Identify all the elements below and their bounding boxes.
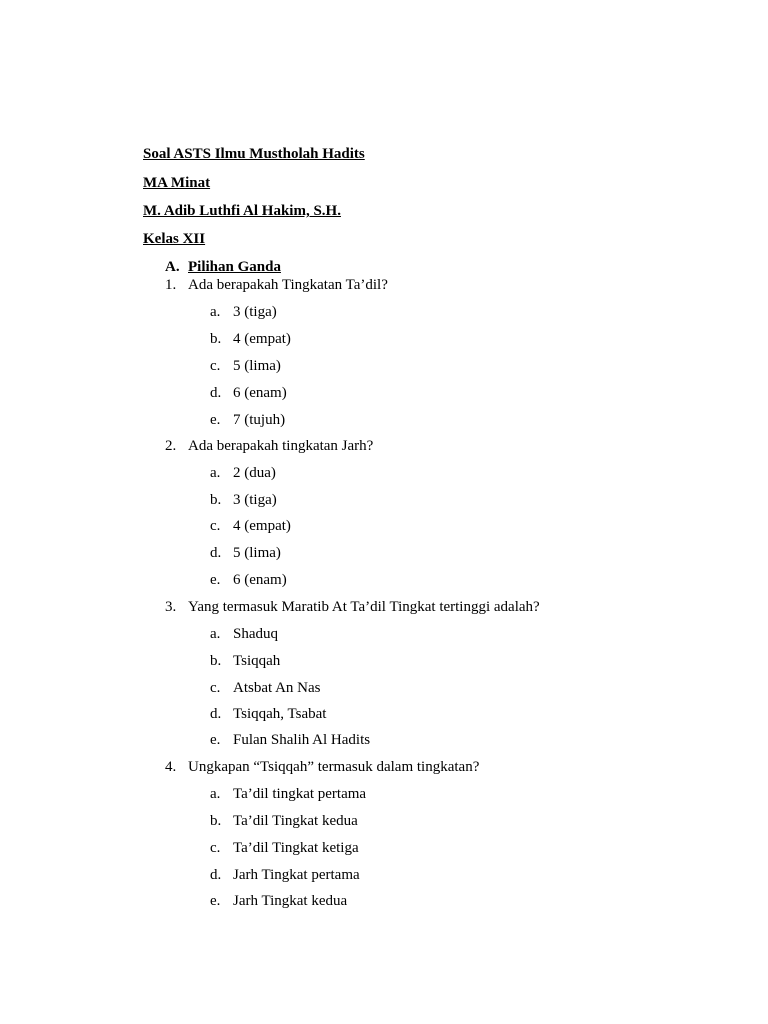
section-marker: A.	[165, 259, 180, 275]
teacher-name: M. Adib Luthfi Al Hakim, S.H.	[143, 203, 341, 219]
option-letter: e.	[210, 572, 221, 588]
option-text: 3 (tiga)	[233, 492, 277, 508]
option-text: Ta’dil Tingkat ketiga	[233, 840, 359, 856]
option-letter: b.	[210, 813, 222, 829]
option-text: 6 (enam)	[233, 385, 287, 401]
option-letter: a.	[210, 626, 221, 642]
option-letter: b.	[210, 492, 222, 508]
option-letter: a.	[210, 304, 221, 320]
option-letter: e.	[210, 412, 221, 428]
option-letter: a.	[210, 465, 221, 481]
option-letter: d.	[210, 867, 222, 883]
option-text: 5 (lima)	[233, 358, 281, 374]
option-text: 6 (enam)	[233, 572, 287, 588]
question-number: 2.	[165, 438, 177, 454]
question-text: Ungkapan “Tsiqqah” termasuk dalam tingkatan?	[188, 759, 480, 775]
question-text: Ada berapakah tingkatan Jarh?	[188, 438, 374, 454]
option-text: 2 (dua)	[233, 465, 276, 481]
option-letter: e.	[210, 893, 221, 909]
option-text: Atsbat An Nas	[233, 680, 321, 696]
option-text: 4 (empat)	[233, 331, 291, 347]
option-text: Ta’dil Tingkat kedua	[233, 813, 358, 829]
option-text: Jarh Tingkat kedua	[233, 893, 348, 909]
program-name: MA Minat	[143, 175, 211, 191]
question-text: Ada berapakah Tingkatan Ta’dil?	[188, 277, 388, 293]
option-letter: b.	[210, 653, 222, 669]
question-number: 3.	[165, 599, 177, 615]
section-title: Pilihan Ganda	[188, 259, 281, 275]
option-text: 3 (tiga)	[233, 304, 277, 320]
option-text: Tsiqqah, Tsabat	[233, 706, 327, 722]
question-number: 4.	[165, 759, 177, 775]
option-text: 7 (tujuh)	[233, 412, 286, 428]
option-letter: d.	[210, 706, 222, 722]
option-text: Tsiqqah	[233, 653, 281, 669]
option-letter: d.	[210, 385, 222, 401]
option-text: Shaduq	[233, 626, 278, 642]
class-name: Kelas XII	[143, 231, 206, 247]
document-title: Soal ASTS Ilmu Mustholah Hadits	[143, 146, 365, 162]
option-letter: b.	[210, 331, 222, 347]
option-letter: e.	[210, 732, 221, 748]
option-letter: c.	[210, 680, 221, 696]
option-text: Ta’dil tingkat pertama	[233, 786, 367, 802]
option-letter: a.	[210, 786, 221, 802]
option-letter: d.	[210, 545, 222, 561]
option-letter: c.	[210, 518, 221, 534]
option-text: Jarh Tingkat pertama	[233, 867, 360, 883]
question-number: 1.	[165, 277, 177, 293]
option-letter: c.	[210, 358, 221, 374]
option-text: Fulan Shalih Al Hadits	[233, 732, 371, 748]
option-letter: c.	[210, 840, 221, 856]
option-text: 5 (lima)	[233, 545, 281, 561]
question-text: Yang termasuk Maratib At Ta’dil Tingkat tertinggi adalah?	[188, 599, 540, 615]
option-text: 4 (empat)	[233, 518, 291, 534]
